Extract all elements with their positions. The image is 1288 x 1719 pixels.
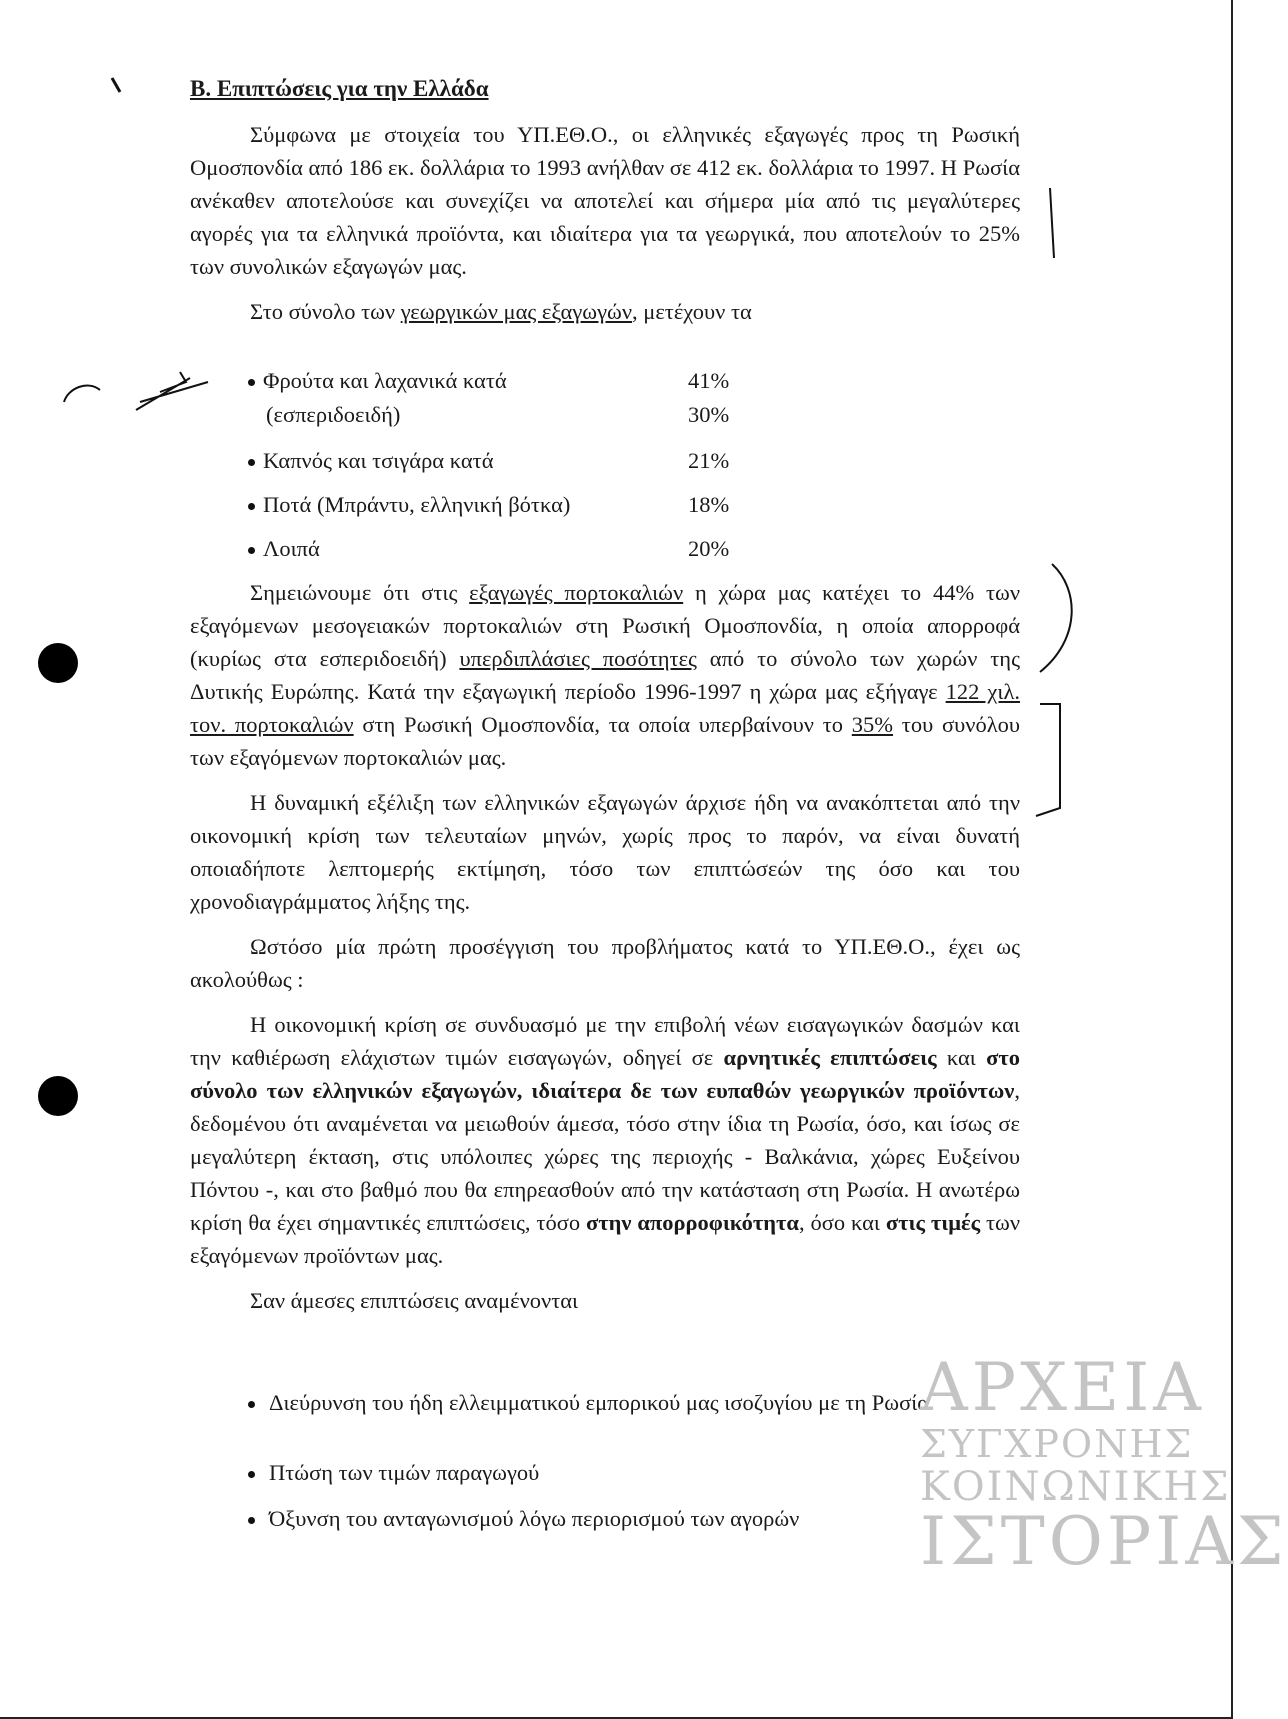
paragraph-agri-intro <box>190 295 1020 328</box>
stamp-line: ΑΡΧΕΙΑ <box>920 1349 1205 1426</box>
stamp-line: ΙΣΤΟΡΙΑΣ <box>920 1503 1288 1580</box>
text: η χώρα μας κατέχει το 44% των εξαγόμενων μεσογειακών πορτοκαλιών στη Ρωσική Ομοσπονδία, η οποία απορροφά (κυρίως στα εσπεριδοειδή) <box>190 580 1021 671</box>
underlined-text: υπερδιπλάσιες ποσότητες <box>459 646 697 671</box>
bullet-icon <box>248 379 255 386</box>
label-text: Λοιπά <box>263 536 320 561</box>
stamp-line: ΚΟΙΝΩΝΙΚΗΣ <box>920 1464 1231 1510</box>
export-item-value: 18% <box>688 492 730 517</box>
paragraph-oranges <box>190 576 1020 774</box>
bold-text: στις τιμές <box>885 1210 981 1235</box>
text: , όσο και <box>798 1210 886 1235</box>
impact-text: Πτώση των τιμών παραγωγού <box>269 1460 540 1485</box>
text: , μετέχουν τα <box>632 299 752 324</box>
paragraph-dynamics: Η δυναμική εξέλιξη των ελληνικών εξαγωγών άρχισε ήδη να ανακόπτεται από την οικονομική κρίση των τελευταίων μηνών, χωρίς προς το παρόν, να είναι δυνατή οποιαδήποτε λεπτομερής εκτίμηση, τόσο των επιπτώσεών της όσο και του χρονοδιαγράμματος λήξης της. <box>190 790 1020 914</box>
bullet-icon <box>248 1471 255 1478</box>
text: , δεδομένου ότι αναμένεται να μειωθούν άμεσα, τόσο στην ίδια τη Ρωσία, όσο, και ίσως σε μεγαλύτερη έκταση, στις υπόλοιπες χώρες της περιοχής - Βαλκάνια, χώρες Ευξείνου Πόντου -, και στο βαθμό που θα επηρεασθούν από την κατάσταση στη Ρωσία. Η ανωτέρω κρίση θα έχει σημαντικές επιπτώσεις, τόσο <box>190 1078 1020 1235</box>
underlined-text: γεωργικών μας εξαγωγών <box>400 299 633 324</box>
paragraph-impacts-intro: Σαν άμεσες επιπτώσεις αναμένονται <box>250 1288 579 1313</box>
export-item-label <box>248 364 507 397</box>
section-body-1 <box>190 118 1020 328</box>
bullet-icon <box>248 503 255 510</box>
export-item-label <box>248 532 320 565</box>
stamp-line: ΣΥΓΧΡΟΝΗΣ <box>920 1422 1194 1466</box>
paragraph-approach: Ωστόσο μία πρώτη προσέγγιση του προβλήματος κατά το ΥΠ.ΕΘ.Ο., έχει ως ακολούθως : <box>190 934 1020 992</box>
label-text: Ποτά (Μπράντυ, ελληνική βότκα) <box>263 492 571 517</box>
impact-text: Όξυνση του ανταγωνισμού λόγω περιορισμού των αγορών <box>269 1506 800 1531</box>
underlined-text: εξαγωγές πορτοκαλιών <box>469 580 684 605</box>
export-item-label: (εσπεριδοειδή) <box>266 402 401 427</box>
text: στη Ρωσική Ομοσπονδία, τα οποία υπερβαίνουν το <box>353 712 852 737</box>
bullet-icon <box>248 547 255 554</box>
section-heading: Β. Επιπτώσεις για την Ελλάδα <box>190 76 489 101</box>
text: και <box>936 1045 987 1070</box>
underlined-text: 35% <box>851 712 894 737</box>
text: Η οικονομική κρίση σε συνδυασμό με την επιβολή νέων εισαγωγικών δασμών και την καθιέρωση ελάχιστων τιμών εισαγωγών, οδηγεί σε <box>190 1012 1020 1070</box>
export-item-label <box>248 488 570 521</box>
underlined-text: 122 χιλ. τον. πορτοκαλιών <box>190 679 1020 737</box>
export-item-label <box>248 444 493 477</box>
bullet-icon <box>248 1517 255 1524</box>
label-text: Καπνός και τσιγάρα κατά <box>263 448 494 473</box>
impact-text: Διεύρυνση του ήδη ελλειμματικού εμπορικού μας ισοζυγίου με τη Ρωσία <box>269 1390 930 1415</box>
paragraph-crisis <box>190 1008 1020 1272</box>
export-item-value: 30% <box>688 402 730 427</box>
text: Σημειώνουμε ότι στις <box>250 580 470 605</box>
text: από το σύνολο των χωρών της Δυτικής Ευρώπης. Κατά την εξαγωγική περίοδο 1996-1997 η χώρα μας εξήγαγε <box>190 646 1020 704</box>
text: των εξαγόμενων προϊόντων μας. <box>190 1210 1020 1268</box>
bullet-icon <box>248 459 255 466</box>
export-item-value: 41% <box>688 368 730 393</box>
text: Στο σύνολο των <box>250 299 401 324</box>
export-item-value: 21% <box>688 448 730 473</box>
bullet-icon <box>248 1401 255 1408</box>
paragraph-exports-overview: Σύμφωνα με στοιχεία του ΥΠ.ΕΘ.Ο., οι ελληνικές εξαγωγές προς τη Ρωσική Ομοσπονδία από 186 εκ. δολλάρια το 1993 ανήλθαν σε 412 εκ. δολλάρια το 1997. Η Ρωσία ανέκαθεν αποτελούσε και συνεχίζει να αποτελεί και σήμερα μία από τις μεγαλύτερες αγορές για τα ελληνικά προϊόντα, και ιδιαίτερα για τα γεωργικά, που αποτελούν το 25% των συνολικών εξαγωγών μας. <box>190 122 1020 279</box>
bold-text: αρνητικές επιπτώσεις <box>723 1045 937 1070</box>
bold-text: στο σύνολο των ελληνικών εξαγωγών, ιδιαίτερα δε των ευπαθών γεωργικών προϊόντων <box>190 1045 1020 1103</box>
label-text: Φρούτα και λαχανικά κατά <box>263 368 507 393</box>
archive-watermark-stamp <box>920 1349 1288 1580</box>
section-body-2 <box>190 576 1020 1317</box>
text: του συνόλου των εξαγόμενων πορτοκαλιών μας. <box>190 712 1020 770</box>
export-item-value: 20% <box>688 536 730 561</box>
bold-text: στην απορροφικότητα <box>585 1210 799 1235</box>
